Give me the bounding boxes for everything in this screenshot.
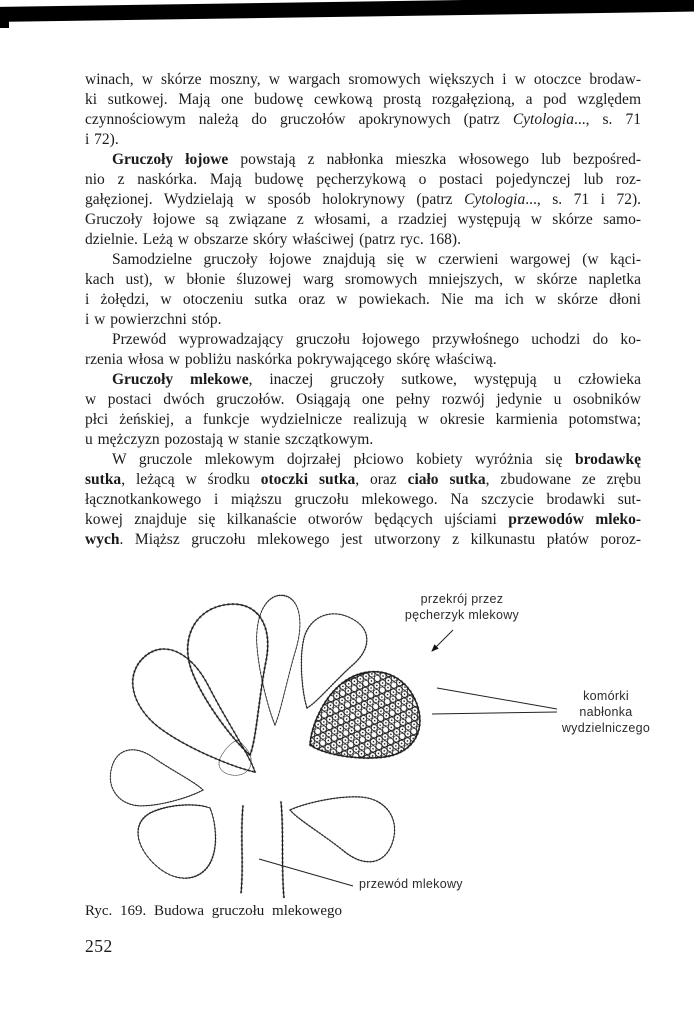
text-segment: ..., s. 71: [573, 111, 641, 128]
paragraph: [85, 330, 641, 370]
text-line: [85, 150, 641, 170]
text-segment: brodawkę: [574, 451, 641, 468]
text-line: [85, 90, 641, 110]
text-segment: kowej znajduje się kilkanaście otworów będących ujściami: [85, 511, 509, 528]
scan-artifact-bar: [0, 0, 694, 22]
text-segment: wych: [85, 531, 120, 548]
text-segment: i 72).: [85, 131, 119, 148]
text-segment: ki sutkowej. Mają one budowę cewkową prostą rozgałęzioną, a pod względem: [85, 91, 641, 108]
text-segment: kach ust), w błonie śluzowej warg sromowych mniejszych, w skórze napletka: [85, 271, 641, 288]
figure-label-line: komórki: [583, 689, 629, 703]
leader-milk-duct: [259, 859, 353, 886]
text-segment: rzenia włosa w pobliżu naskórka pokrywającego skórę właściwą.: [85, 351, 497, 368]
gland-lobe-mid-left: [105, 746, 207, 817]
text-segment: winach, w skórze moszny, w wargach sromowych większych i w otoczce brodaw-: [85, 71, 641, 88]
scan-artifact-blob: [0, 19, 9, 28]
text-segment: , oraz: [355, 471, 408, 488]
text-segment: Gruczoły mlekowe: [112, 371, 249, 388]
text-segment: Gruczoły łojowe: [112, 151, 229, 168]
text-line: [85, 530, 641, 550]
text-line: [85, 510, 641, 530]
paragraph: [85, 370, 641, 450]
text-segment: Cytologia: [512, 111, 574, 128]
text-segment: czynnościowym należą do gruczołów apokrynowych (patrz: [85, 111, 513, 128]
text-segment: , leżącą w środku: [121, 471, 261, 488]
text-line: [85, 290, 641, 310]
text-line: [85, 430, 641, 450]
text-segment: , zbudowane ze zrębu: [485, 471, 641, 488]
gland-lobe-bottom-right: [282, 779, 402, 867]
text-segment: ciało sutka: [407, 471, 486, 488]
text-segment: sutka: [85, 471, 122, 488]
text-line: [85, 250, 641, 270]
text-line: [85, 390, 641, 410]
text-segment: przewodów mleko-: [508, 511, 641, 528]
figure-label-alveolus-section: [373, 591, 551, 623]
milk-duct-lines: [241, 802, 284, 898]
text-line: [85, 110, 641, 130]
text-segment: Cytologia: [464, 191, 526, 208]
text-segment: dzielnie. Leżą w obszarze skóry właściwej (patrz ryc. 168).: [85, 231, 461, 248]
text-segment: płci żeńskiej, a funkcje wydzielnicze realizują w okresie karmienia potomstwa;: [85, 411, 641, 428]
figure-ryc-169: [85, 560, 685, 902]
paragraph: [85, 450, 641, 550]
text-segment: Przewód wyprowadzający gruczołu łojowego przywłośnego uchodzi do ko-: [112, 331, 641, 348]
text-line: [85, 350, 641, 370]
figure-label-milk-duct: przewód mlekowy: [359, 877, 463, 891]
text-segment: w postaci dwóch gruczołów. Osiągają one pełny rozwój jedynie u osobników: [85, 391, 641, 408]
text-segment: gałęzionej. Wydzielają w sposób holokrynowy (patrz: [85, 191, 465, 208]
figure-label-line: nabłonka: [579, 705, 633, 719]
text-segment: powstają z nabłonka mieszka włosowego lub bezpośred-: [228, 151, 641, 168]
text-segment: nio z naskórka. Mają budowę pęcherzykową o postaci pojedynczej lub roz-: [85, 171, 641, 188]
text-segment: Gruczoły łojowe są związane z włosami, a rzadziej występują w skórze samo-: [85, 211, 641, 228]
text-segment: łącznotkankowego i miąższu gruczołu mlekowego. Na szczycie brodawki sut-: [85, 491, 641, 508]
gland-lobe-upper-left: [116, 636, 279, 798]
figure-label-line: pęcherzyk mlekowy: [404, 608, 520, 622]
text-line: [85, 130, 641, 150]
text-segment: i żołędzi, w otoczeniu sutka oraz w powiekach. Nie ma ich w skórze dłoni: [85, 291, 641, 308]
text-line: [85, 450, 641, 470]
figure-label-line: przekrój przez: [420, 592, 504, 606]
milk-alveolus-section: [292, 658, 432, 784]
leader-alveolus-arrow: [432, 630, 453, 651]
text-column: [85, 70, 641, 550]
text-line: [85, 330, 641, 350]
paragraph: [85, 150, 641, 250]
text-line: [85, 490, 641, 510]
text-line: [85, 310, 641, 330]
text-segment: . Miąższ gruczołu mlekowego jest utworzony z kilkunastu płatów poroz-: [119, 531, 641, 548]
gland-lobe-bottom-left: [126, 780, 238, 892]
figure-label-secretory-cells: [527, 688, 685, 736]
text-line: [85, 170, 641, 190]
text-line: [85, 470, 641, 490]
figure-label-line: wydzielniczego: [561, 721, 651, 735]
text-line: [85, 230, 641, 250]
page-number: 252: [85, 936, 113, 956]
figure-caption: Ryc. 169. Budowa gruczołu mlekowego: [85, 903, 343, 919]
text-segment: W gruczole mlekowym dojrzałej płciowo kobiety wyróżnia się: [112, 451, 575, 468]
text-segment: u mężczyzn pozostają w stanie szczątkowym.: [85, 431, 374, 448]
text-segment: i w powierzchni stóp.: [85, 311, 222, 328]
text-line: [85, 370, 641, 390]
text-segment: ..., s. 71 i 72).: [525, 191, 641, 208]
text-segment: otoczki sutka: [260, 471, 356, 488]
text-line: [85, 70, 641, 90]
text-segment: Samodzielne gruczoły łojowe znajdują się w czerwieni wargowej (w kąci-: [112, 251, 641, 268]
gland-lobe-top: [179, 598, 289, 763]
text-line: [85, 410, 641, 430]
gland-lobe-narrow-middle: [253, 594, 301, 725]
text-line: [85, 210, 641, 230]
paragraph: [85, 250, 641, 330]
text-segment: , inaczej gruczoły sutkowe, występują u człowieka: [248, 371, 641, 388]
text-line: [85, 190, 641, 210]
text-line: [85, 270, 641, 290]
paragraph: [85, 70, 641, 150]
